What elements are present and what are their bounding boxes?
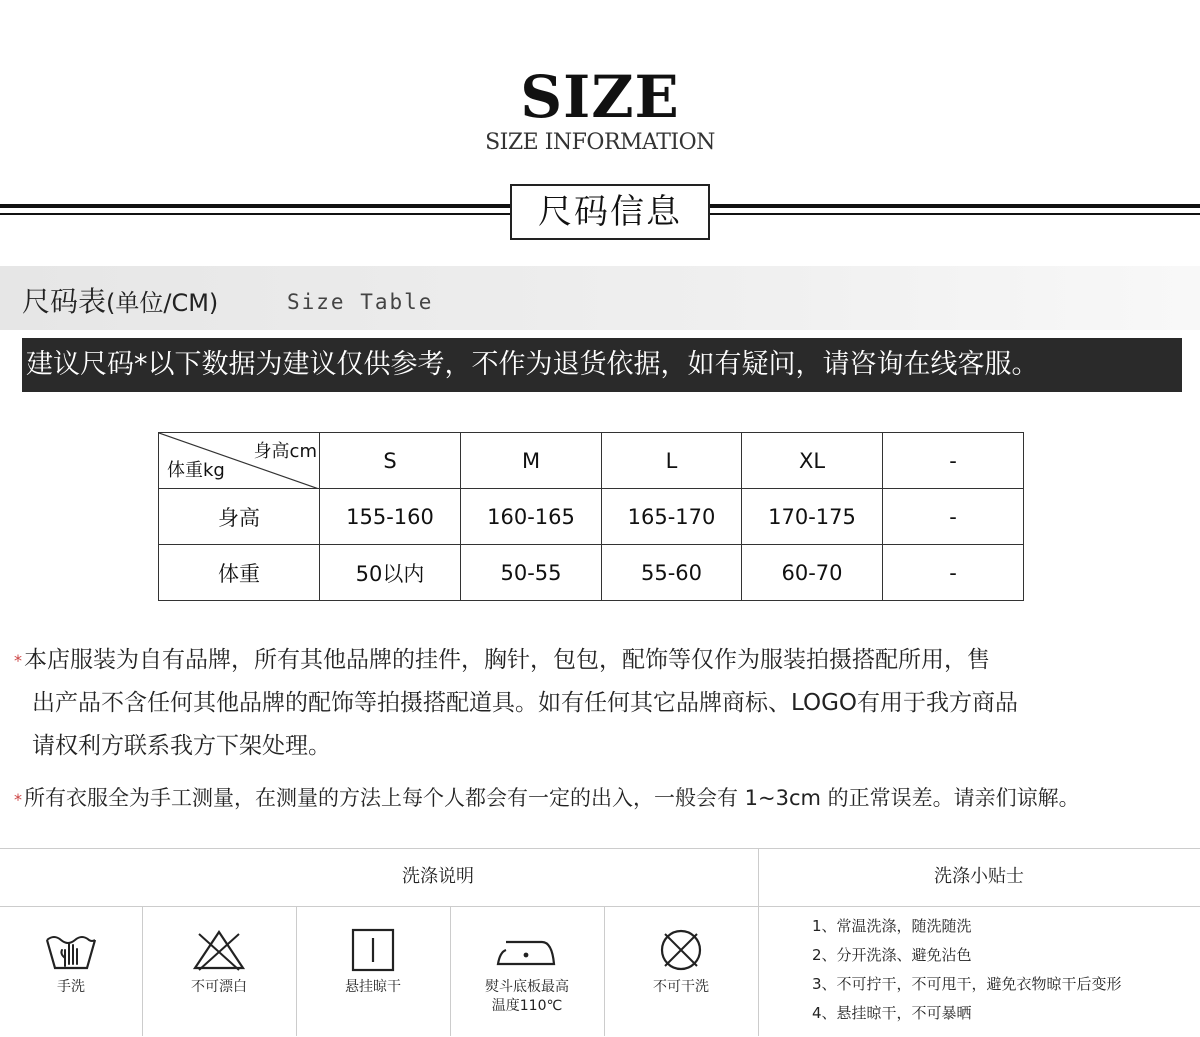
size-table-heading-cn: 尺码表 [22,285,107,318]
column-header: L [602,433,742,489]
table-cell: 165-170 [602,489,742,545]
wash-caption: 不可干洗 [653,979,709,995]
table-cell: - [883,489,1024,545]
brand-disclaimer-line: *本店服装为自有品牌，所有其他品牌的挂件，胸针，包包，配饰等仅作为服装拍摄搭配所用，售 [14,647,990,673]
size-table-heading-en: Size Table [287,290,434,314]
advice-note: 建议尺码*以下数据为建议仅供参考，不作为退货依据，如有疑问，请咨询在线客服。 [22,338,1182,392]
iron-110-icon [492,928,562,972]
star-icon: * [14,651,22,670]
divider-left-thin [0,213,510,215]
wash-tips-title: 洗涤小贴士 [934,866,1024,887]
row-label: 身高 [159,489,320,545]
wash-item [296,908,450,1036]
table-cell: - [883,545,1024,601]
column-header: S [320,433,461,489]
wash-item [450,908,604,1036]
corner-weight-label: 体重kg [167,460,225,481]
table-header-row [159,433,1024,489]
page-subtitle: SIZE INFORMATION [485,130,715,155]
column-header: M [461,433,602,489]
column-header: XL [742,433,883,489]
wash-instructions-title: 洗涤说明 [402,866,474,887]
hand-wash-icon [43,928,99,972]
corner-cell [159,433,320,489]
table-cell: 160-165 [461,489,602,545]
size-table-heading [22,280,218,320]
table-cell: 50-55 [461,545,602,601]
list-item: 3、不可拧干，不可甩干，避免衣物晾干后变形 [812,975,1122,993]
divider-right-thin [706,213,1200,215]
divider-right-thick [706,204,1200,208]
table-cell: 170-175 [742,489,883,545]
brand-disclaimer [14,639,1189,768]
no-dry-clean-icon [653,928,709,972]
wash-caption: 温度110℃ [491,998,563,1014]
list-item: 2、分开洗涤、避免沾色 [812,946,972,964]
no-bleach-icon [191,928,247,972]
list-item: 4、悬挂晾干，不可暴晒 [812,1004,972,1022]
wash-caption: 不可漂白 [191,979,247,995]
wash-caption: 熨斗底板最高 [485,979,569,995]
wash-caption: 手洗 [57,979,85,995]
wash-divider [0,906,1200,907]
table-cell: 55-60 [602,545,742,601]
wash-tips-list [812,912,1122,1028]
wash-item [604,908,758,1036]
wash-item [0,908,142,1036]
size-table-unit: (单位/CM) [106,289,219,317]
brand-disclaimer-line: 出产品不含任何其他品牌的配饰等拍摄搭配道具。如有任何其它品牌商标、LOGO有用于我方商品 [32,690,1019,716]
hang-dry-icon [345,928,401,972]
star-icon: * [14,789,22,809]
divider-left-thick [0,204,510,208]
wash-item [142,908,296,1036]
brand-disclaimer-line: 请权利方联系我方下架处理。 [32,733,331,759]
measurement-disclaimer: *所有衣服全为手工测量，在测量的方法上每个人都会有一定的出入，一般会有 1~3cm 的正常误差。请亲们谅解。 [14,786,1080,810]
table-row [159,545,1024,601]
table-cell: 50以内 [320,545,461,601]
size-table [158,432,1024,601]
page-title: SIZE [520,63,680,131]
section-label: 尺码信息 [510,184,710,240]
wash-caption: 悬挂晾干 [345,979,401,995]
table-cell: 155-160 [320,489,461,545]
row-label: 体重 [159,545,320,601]
table-cell: 60-70 [742,545,883,601]
table-row [159,489,1024,545]
list-item: 1、常温洗涤，随洗随洗 [812,917,972,935]
column-header: - [883,433,1024,489]
corner-height-label: 身高cm [253,441,317,462]
